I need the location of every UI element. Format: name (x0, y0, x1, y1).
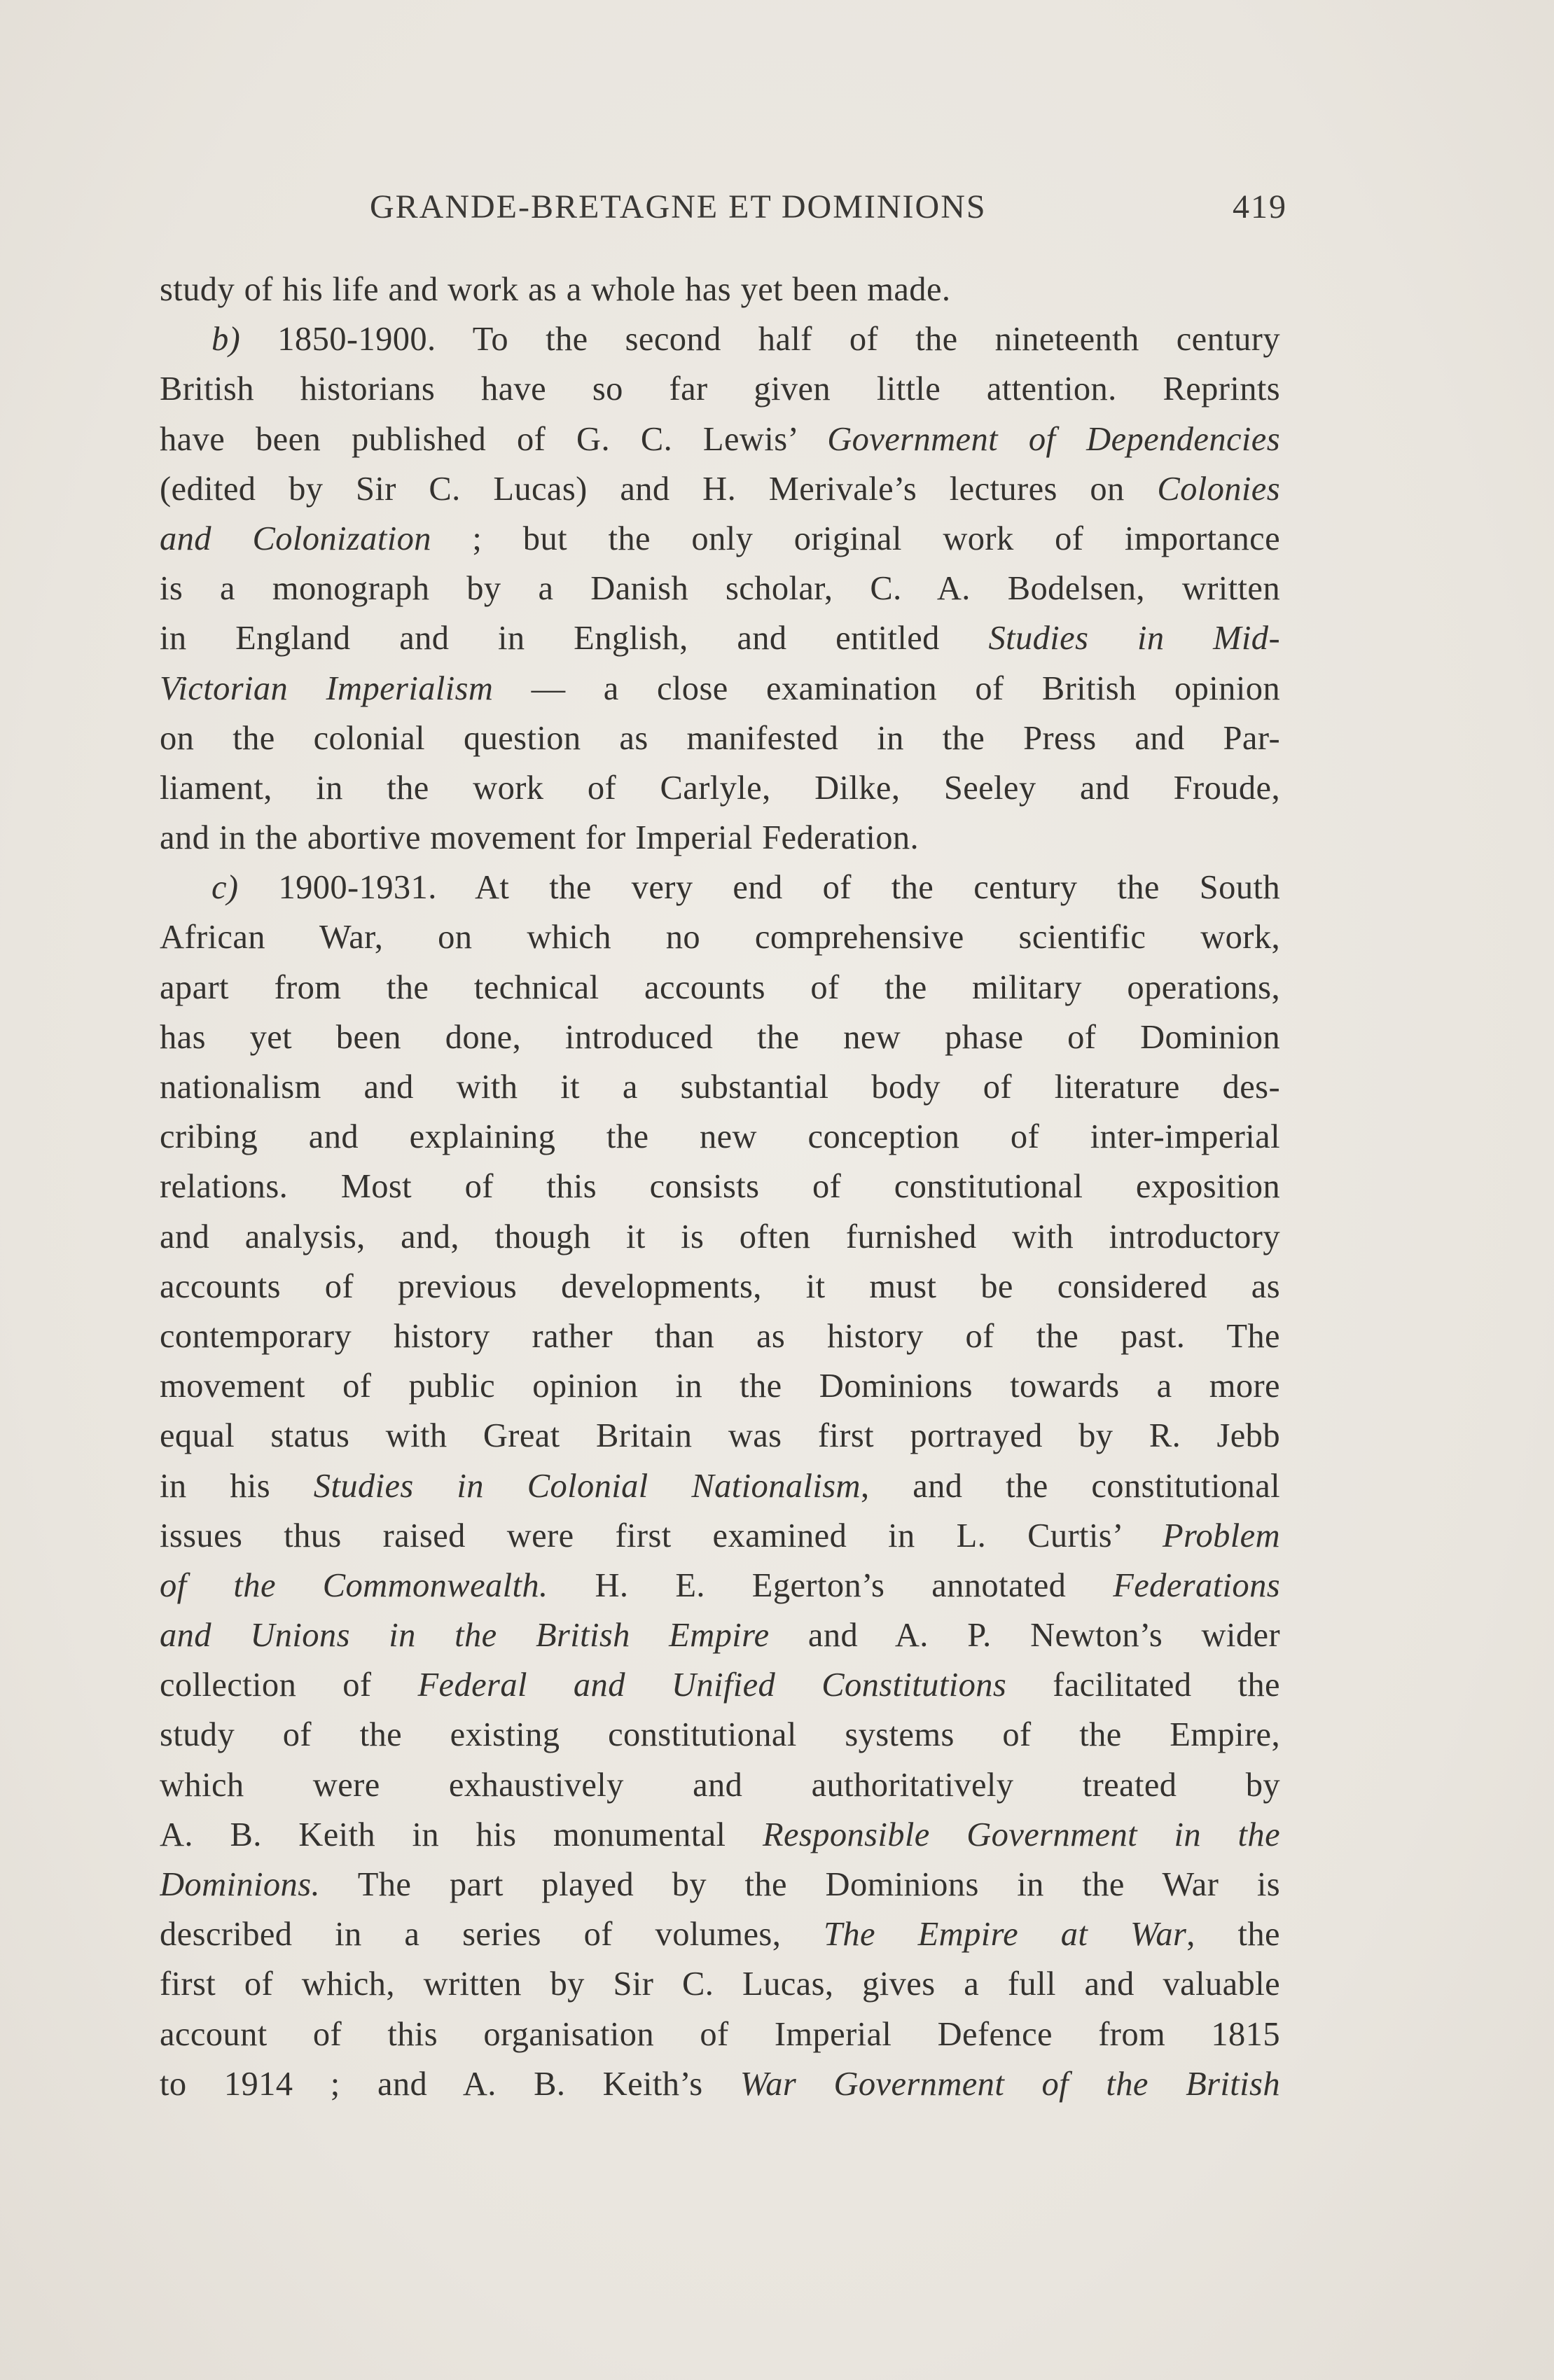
text-line (160, 963, 1280, 1012)
text-segment: (edited by Sir C. Lucas) and H. Merivale’s lectures on (160, 470, 1158, 508)
text-line (160, 1511, 1280, 1561)
text-line (160, 1959, 1280, 2009)
text-line (160, 2059, 1280, 2109)
italic-title-text: Federations (1113, 1566, 1280, 1604)
text-line (160, 1361, 1280, 1411)
text-segment: liament, in the work of Carlyle, Dilke, Seeley and Froude, (160, 769, 1280, 807)
italic-title-text: Studies in Mid- (988, 620, 1280, 657)
text-segment: , the (1186, 1916, 1280, 1954)
italic-title-text: of the Commonwealth. (160, 1566, 548, 1604)
text-line (160, 763, 1280, 813)
body-text (160, 265, 1280, 2109)
italic-title-text: Federal and Unified Constitutions (417, 1666, 1007, 1704)
text-segment: relations. Most of this consists of constitutional exposition (160, 1168, 1280, 1206)
text-line (160, 1012, 1280, 1062)
text-segment: cribing and explaining the new conception of inter-imperial (160, 1118, 1280, 1156)
text-line (160, 863, 1280, 912)
text-line (160, 714, 1280, 763)
text-segment: study of his life and work as a whole has yet been made. (160, 271, 951, 308)
text-segment: , and the constitutional (860, 1467, 1280, 1505)
text-line (160, 1660, 1280, 1710)
text-line (160, 1760, 1280, 1810)
italic-title-text: Studies in Colonial Nationalism (313, 1467, 861, 1505)
text-line (160, 613, 1280, 663)
text-line (160, 415, 1280, 464)
text-line (160, 464, 1280, 514)
text-segment: equal status with Great Britain was first portrayed by R. Jebb (160, 1417, 1280, 1455)
italic-title-text: Victorian Imperialism (160, 669, 494, 707)
running-header (160, 188, 1287, 237)
text-segment: account of this organisation of Imperial Defence from 1815 (160, 2015, 1280, 2053)
text-line (160, 514, 1280, 564)
text-segment: movement of public opinion in the Dominions towards a more (160, 1368, 1280, 1405)
italic-title-text: c) (211, 869, 239, 907)
italic-title-text: b) (211, 321, 241, 359)
text-segment: have been published of G. C. Lewis’ (160, 420, 828, 458)
text-segment: contemporary history rather than as history of the past. The (160, 1317, 1280, 1355)
text-line (160, 1561, 1280, 1610)
text-segment: described in a series of volumes, (160, 1916, 824, 1954)
text-line (160, 1710, 1280, 1760)
text-line (160, 912, 1280, 962)
text-line (160, 1112, 1280, 1162)
text-line (160, 265, 1280, 314)
italic-title-text: Colonies (1157, 470, 1280, 508)
text-line (160, 1262, 1280, 1311)
running-title: GRANDE-BRETAGNE ET DOMINIONS (370, 188, 987, 225)
text-line (160, 1461, 1280, 1511)
text-line (160, 1860, 1280, 1909)
italic-title-text: Problem (1162, 1517, 1280, 1554)
text-segment: — a close examination of British opinion (493, 669, 1280, 707)
text-segment: on the colonial question as manifested in the Press and Par- (160, 719, 1280, 757)
page-number: 419 (1233, 188, 1287, 225)
text-segment: to 1914 ; and A. B. Keith’s (160, 2065, 740, 2103)
text-line (160, 314, 1280, 364)
italic-title-text: Government of Dependencies (827, 420, 1280, 458)
text-line (160, 813, 1280, 863)
text-segment: facilitated the (1006, 1666, 1280, 1704)
text-segment: African War, on which no comprehensive scientific work, (160, 919, 1280, 956)
text-segment: and in the abortive movement for Imperial Federation. (160, 819, 920, 857)
text-segment: and A. P. Newton’s wider (769, 1617, 1280, 1655)
text-line (160, 1909, 1280, 1959)
italic-title-text: Responsible Government in the (762, 1816, 1280, 1853)
text-line (160, 1162, 1280, 1211)
text-segment: British historians have so far given little attention. Reprints (160, 370, 1280, 408)
text-segment: first of which, written by Sir C. Lucas, gives a full and valuable (160, 1965, 1280, 2003)
text-line (160, 2010, 1280, 2059)
italic-title-text: War Government of the British (740, 2065, 1280, 2103)
text-segment: apart from the technical accounts of the military operations, (160, 968, 1280, 1006)
text-line (160, 1810, 1280, 1860)
text-segment: nationalism and with it a substantial body of literature des- (160, 1069, 1280, 1106)
text-line (160, 1610, 1280, 1660)
italic-title-text: and Colonization (160, 520, 431, 557)
text-segment: 1900-1931. At the very end of the century the South (238, 869, 1280, 907)
text-segment: H. E. Egerton’s annotated (548, 1566, 1114, 1604)
text-line (160, 364, 1280, 414)
text-line (160, 1062, 1280, 1112)
text-line (160, 564, 1280, 613)
text-segment: study of the existing constitutional systems of the Empire, (160, 1716, 1280, 1754)
text-segment: collection of (160, 1666, 418, 1704)
text-line (160, 1311, 1280, 1361)
text-segment: in his (160, 1467, 314, 1505)
text-segment: which were exhaustively and authoritatively treated by (160, 1766, 1280, 1804)
italic-title-text: The Empire at War (823, 1916, 1187, 1954)
text-line (160, 1411, 1280, 1461)
italic-title-text: Dominions. (160, 1866, 320, 1903)
text-segment: ; but the only original work of importance (431, 520, 1280, 557)
text-segment: accounts of previous developments, it must be considered as (160, 1267, 1280, 1305)
text-segment: is a monograph by a Danish scholar, C. A. Bodelsen, written (160, 570, 1280, 608)
text-segment: issues thus raised were first examined in L. Curtis’ (160, 1517, 1163, 1554)
text-segment: has yet been done, introduced the new phase of Dominion (160, 1018, 1280, 1056)
text-line (160, 1212, 1280, 1262)
text-segment: in England and in English, and entitled (160, 620, 989, 657)
text-segment: and analysis, and, though it is often furnished with introductory (160, 1218, 1280, 1255)
text-segment: A. B. Keith in his monumental (160, 1816, 763, 1853)
text-line (160, 664, 1280, 714)
text-segment: 1850-1900. To the second half of the nineteenth century (240, 321, 1280, 359)
italic-title-text: and Unions in the British Empire (160, 1617, 770, 1655)
text-segment: The part played by the Dominions in the War is (320, 1866, 1280, 1903)
